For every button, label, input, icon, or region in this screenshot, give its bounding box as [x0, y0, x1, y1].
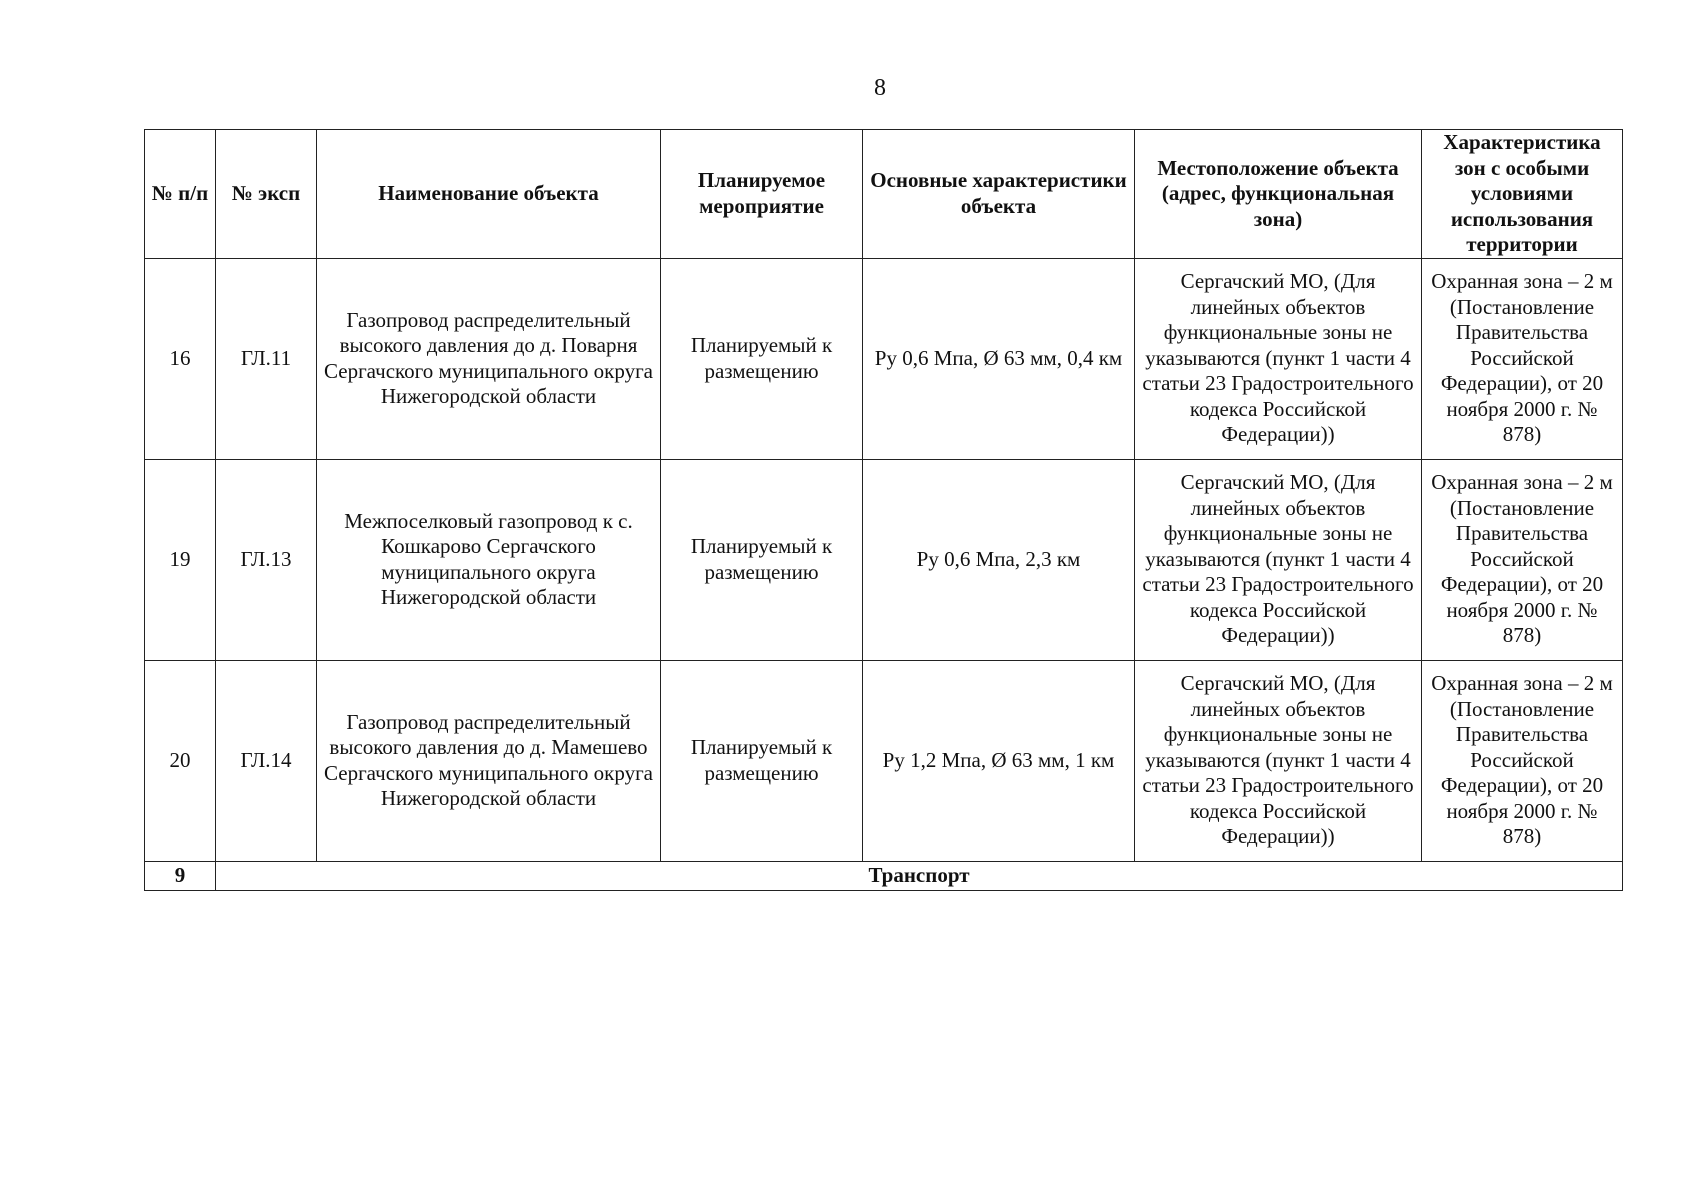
- cell-num: 20: [145, 660, 216, 861]
- table-row: [145, 459, 1623, 660]
- header-name: Наименование объекта: [317, 130, 661, 259]
- cell-name: Газопровод распределительный высокого давления до д. Мамешево Сергачского муниципального округа Нижегородской области: [317, 660, 661, 861]
- cell-specs: Ру 0,6 Мпа, 2,3 км: [863, 459, 1135, 660]
- header-action: Планируемое мероприятие: [661, 130, 863, 259]
- page-number: 8: [874, 75, 886, 101]
- cell-zones: Охранная зона – 2 м (Постановление Правительства Российской Федерации), от 20 ноября 2000 г. № 878): [1422, 258, 1623, 459]
- objects-table: [144, 129, 1623, 891]
- cell-action: Планируемый к размещению: [661, 459, 863, 660]
- cell-location: Сергачский МО, (Для линейных объектов функциональные зоны не указываются (пункт 1 части 4 статьи 23 Градостроительного кодекса Российской Федерации)): [1135, 459, 1422, 660]
- cell-num: 19: [145, 459, 216, 660]
- header-location: Местоположение объекта (адрес, функциональная зона): [1135, 130, 1422, 259]
- cell-num: 16: [145, 258, 216, 459]
- cell-name: Межпоселковый газопровод к с. Кошкарово Сергачского муниципального округа Нижегородской области: [317, 459, 661, 660]
- section-title: Транспорт: [216, 861, 1623, 890]
- cell-exp: ГЛ.13: [216, 459, 317, 660]
- cell-location: Сергачский МО, (Для линейных объектов функциональные зоны не указываются (пункт 1 части 4 статьи 23 Градостроительного кодекса Российской Федерации)): [1135, 660, 1422, 861]
- cell-name: Газопровод распределительный высокого давления до д. Поварня Сергачского муниципального округа Нижегородской области: [317, 258, 661, 459]
- cell-specs: Ру 0,6 Мпа, Ø 63 мм, 0,4 км: [863, 258, 1135, 459]
- cell-exp: ГЛ.14: [216, 660, 317, 861]
- cell-action: Планируемый к размещению: [661, 660, 863, 861]
- table-row: [145, 660, 1623, 861]
- section-num: 9: [145, 861, 216, 890]
- table-row: [145, 258, 1623, 459]
- section-row: [145, 861, 1623, 890]
- header-num: № п/п: [145, 130, 216, 259]
- cell-specs: Ру 1,2 Мпа, Ø 63 мм, 1 км: [863, 660, 1135, 861]
- cell-exp: ГЛ.11: [216, 258, 317, 459]
- header-exp: № эксп: [216, 130, 317, 259]
- cell-zones: Охранная зона – 2 м (Постановление Правительства Российской Федерации), от 20 ноября 2000 г. № 878): [1422, 459, 1623, 660]
- header-zones: Характеристика зон с особыми условиями использования территории: [1422, 130, 1623, 259]
- cell-location: Сергачский МО, (Для линейных объектов функциональные зоны не указываются (пункт 1 части 4 статьи 23 Градостроительного кодекса Российской Федерации)): [1135, 258, 1422, 459]
- cell-action: Планируемый к размещению: [661, 258, 863, 459]
- cell-zones: Охранная зона – 2 м (Постановление Правительства Российской Федерации), от 20 ноября 2000 г. № 878): [1422, 660, 1623, 861]
- table-header-row: [145, 130, 1623, 259]
- header-specs: Основные характеристики объекта: [863, 130, 1135, 259]
